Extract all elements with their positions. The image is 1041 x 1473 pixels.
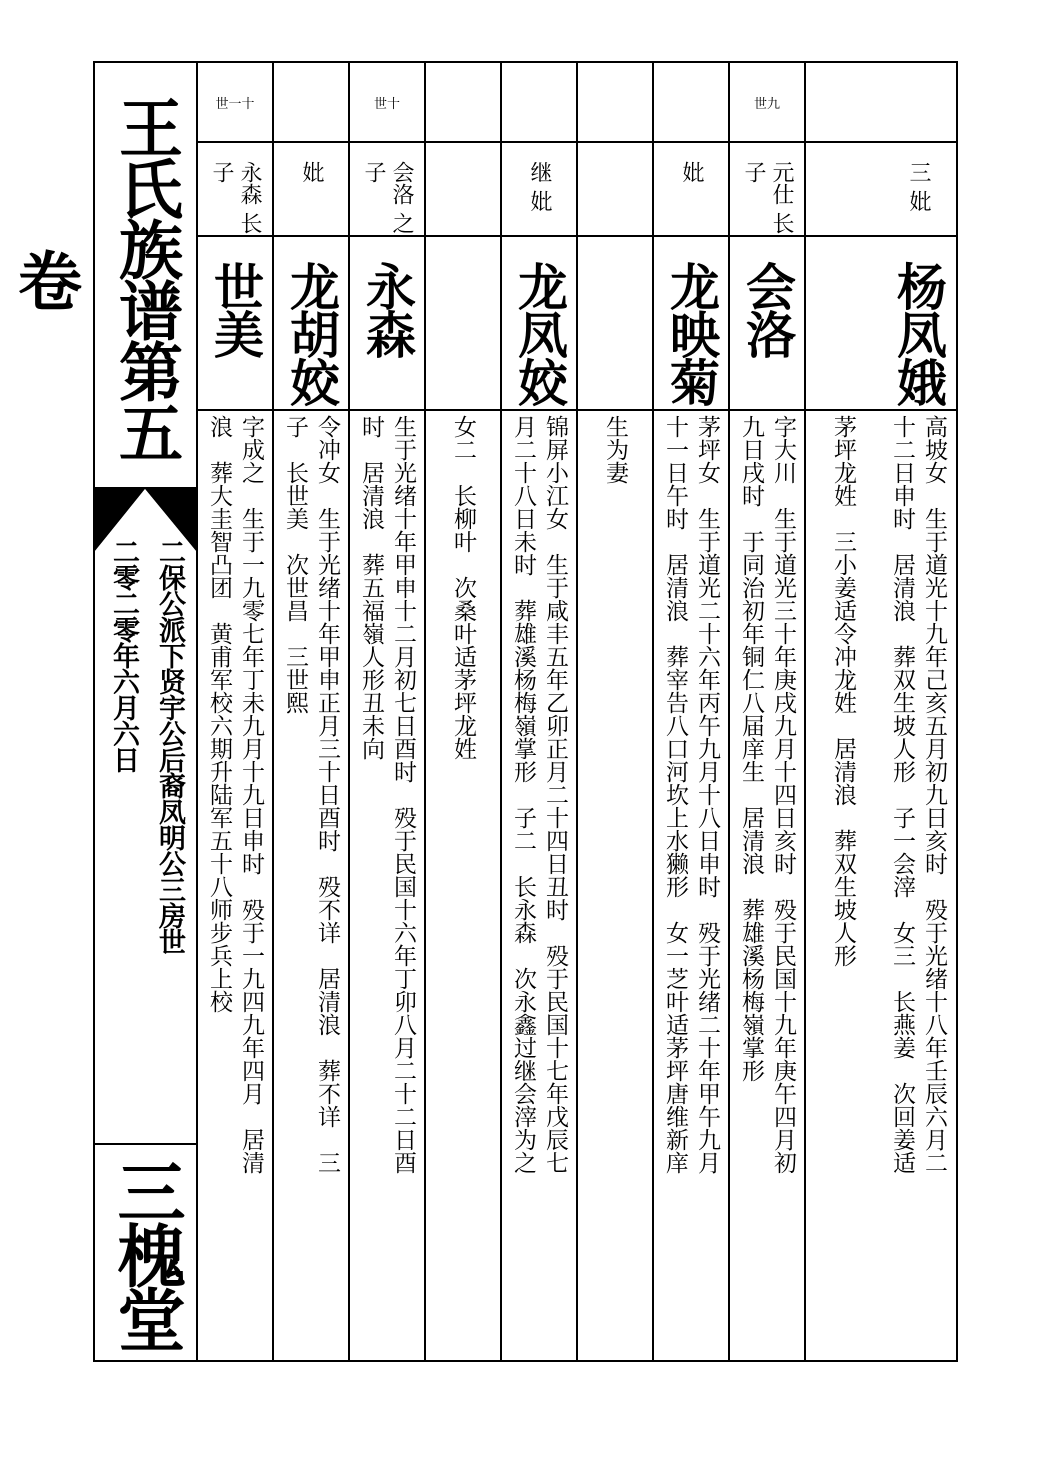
name-cell [578,237,652,411]
name-cell [730,237,804,411]
person-name: 龙映菊 [662,261,721,405]
biography-text: 字大川 生于道光三十年庚戌九月十四日亥时 殁于民国十九年庚午四月初 九日戌时 于同治初年铜仁八届庠生 居清浪 葬雄溪杨梅嶺掌形 [738,415,796,1174]
relation-text: 会洛 之子 [361,161,414,234]
entry-column [880,63,956,1360]
person-name: 永森 [358,261,417,357]
biography-cell [274,411,348,1360]
biography-cell [880,411,956,1360]
relation-text: 妣 [679,161,704,183]
biography-cell [806,411,880,1360]
name-cell [426,237,500,411]
relation-text: 元仕 长子 [741,161,794,234]
relation-text: 继 妣 [527,161,552,212]
relation-cell [274,141,348,237]
name-cell [502,237,576,411]
relation-cell [502,141,576,237]
relation-cell [654,141,728,237]
relation-text: 三 妣 [906,161,931,212]
biography-cell [502,411,576,1360]
biography-text: 茅坪女 生于道光二十六年丙午九月十八日申时 殁于光绪二十年甲午九月 十一日午时 居清浪 葬宰告八口河坎上水獭形 女一芝叶适茅坪唐维新庠 [662,415,720,1174]
biography-text: 女二 长柳叶 次桑叶适茅坪龙姓 [450,415,476,760]
biography-cell [198,411,272,1360]
generation-cell [502,63,576,143]
name-cell [880,237,956,411]
name-cell [806,237,880,411]
biography-cell [578,411,652,1360]
generation-cell [806,63,880,143]
entry-column [804,63,880,1360]
generation-cell [578,63,652,143]
person-name: 龙凤姣 [510,261,569,405]
relation-cell [730,141,804,237]
biography-cell [730,411,804,1360]
name-cell [350,237,424,411]
relation-cell [198,141,272,237]
generation-cell [654,63,728,143]
relation-cell [578,141,652,237]
name-cell [198,237,272,411]
relation-cell [806,141,880,237]
book-title: 王氏族谱第五卷 [7,95,183,461]
generation-cell: 世一十 [198,63,272,143]
biography-text: 高坡女 生于道光十九年己亥五月初九日亥时 殁于光绪十八年壬辰六月二 十二日申时 居清浪 葬双生坡人形 子一会滓 女三 长燕姜 次回姜适 [889,415,947,1174]
biography-cell [350,411,424,1360]
biography-text: 生为妻 [602,415,628,484]
branch-subtitle: 二保公派下贤宇公后裔凤明公三房世 [154,538,185,954]
entry-column [272,63,348,1360]
person-name: 龙胡姣 [282,261,341,405]
entry-column [576,63,652,1360]
generation-cell [274,63,348,143]
person-name: 会洛 [738,261,797,357]
generation-cell [880,63,956,143]
relation-cell [426,141,500,237]
person-name: 世美 [206,261,265,357]
hall-name: 三槐堂 [106,1156,186,1349]
name-cell [274,237,348,411]
biography-text: 锦屏小江女 生于咸丰五年乙卯正月二十四日丑时 殁于民国十七年戊辰七 月二十八日未时 葬雄溪杨梅嶺掌形 子二 长永森 次永鑫过继会滓为之 [510,415,568,1174]
biography-text: 令冲女 生于光绪十年甲申正月三十日酉时 殁不详 居清浪 葬不详 三 子 长世美 次世昌 三世熙 [282,415,340,1174]
relation-cell [350,141,424,237]
biography-text: 茅坪龙姓 三小姜适令冲龙姓 居清浪 葬双生坡人形 [830,415,856,967]
person-name: 杨凤娥 [889,261,948,405]
entry-column [424,63,500,1360]
entry-column [348,63,424,1360]
biography-cell [654,411,728,1360]
generation-cell [426,63,500,143]
entry-column [728,63,804,1360]
relation-cell [880,141,956,237]
spine [7,63,198,1360]
generation-cell: 世九 [730,63,804,143]
name-cell [654,237,728,411]
entry-column [652,63,728,1360]
genealogy-page [7,61,958,1362]
generation-cell: 世十 [350,63,424,143]
biography-text: 字成之 生于一九零七年丁未九月十九日申时 殁于一九四九年四月 居清 浪 葬大圭智凸团 黄甫军校六期升陆军五十八师步兵上校 [206,415,264,1174]
relation-text: 妣 [299,161,324,183]
biography-cell [426,411,500,1360]
compile-date: 二零二零年六月六日 [108,538,139,772]
entry-column [196,63,272,1360]
entry-grid [196,63,956,1360]
entry-column [500,63,576,1360]
relation-text: 永森 长子 [209,161,262,234]
biography-text: 生于光绪十年甲申十二月初七日酉时 殁于民国十六年丁卯八月二十二日酉 时 居清浪 葬五福嶺人形丑未向 [358,415,416,1174]
